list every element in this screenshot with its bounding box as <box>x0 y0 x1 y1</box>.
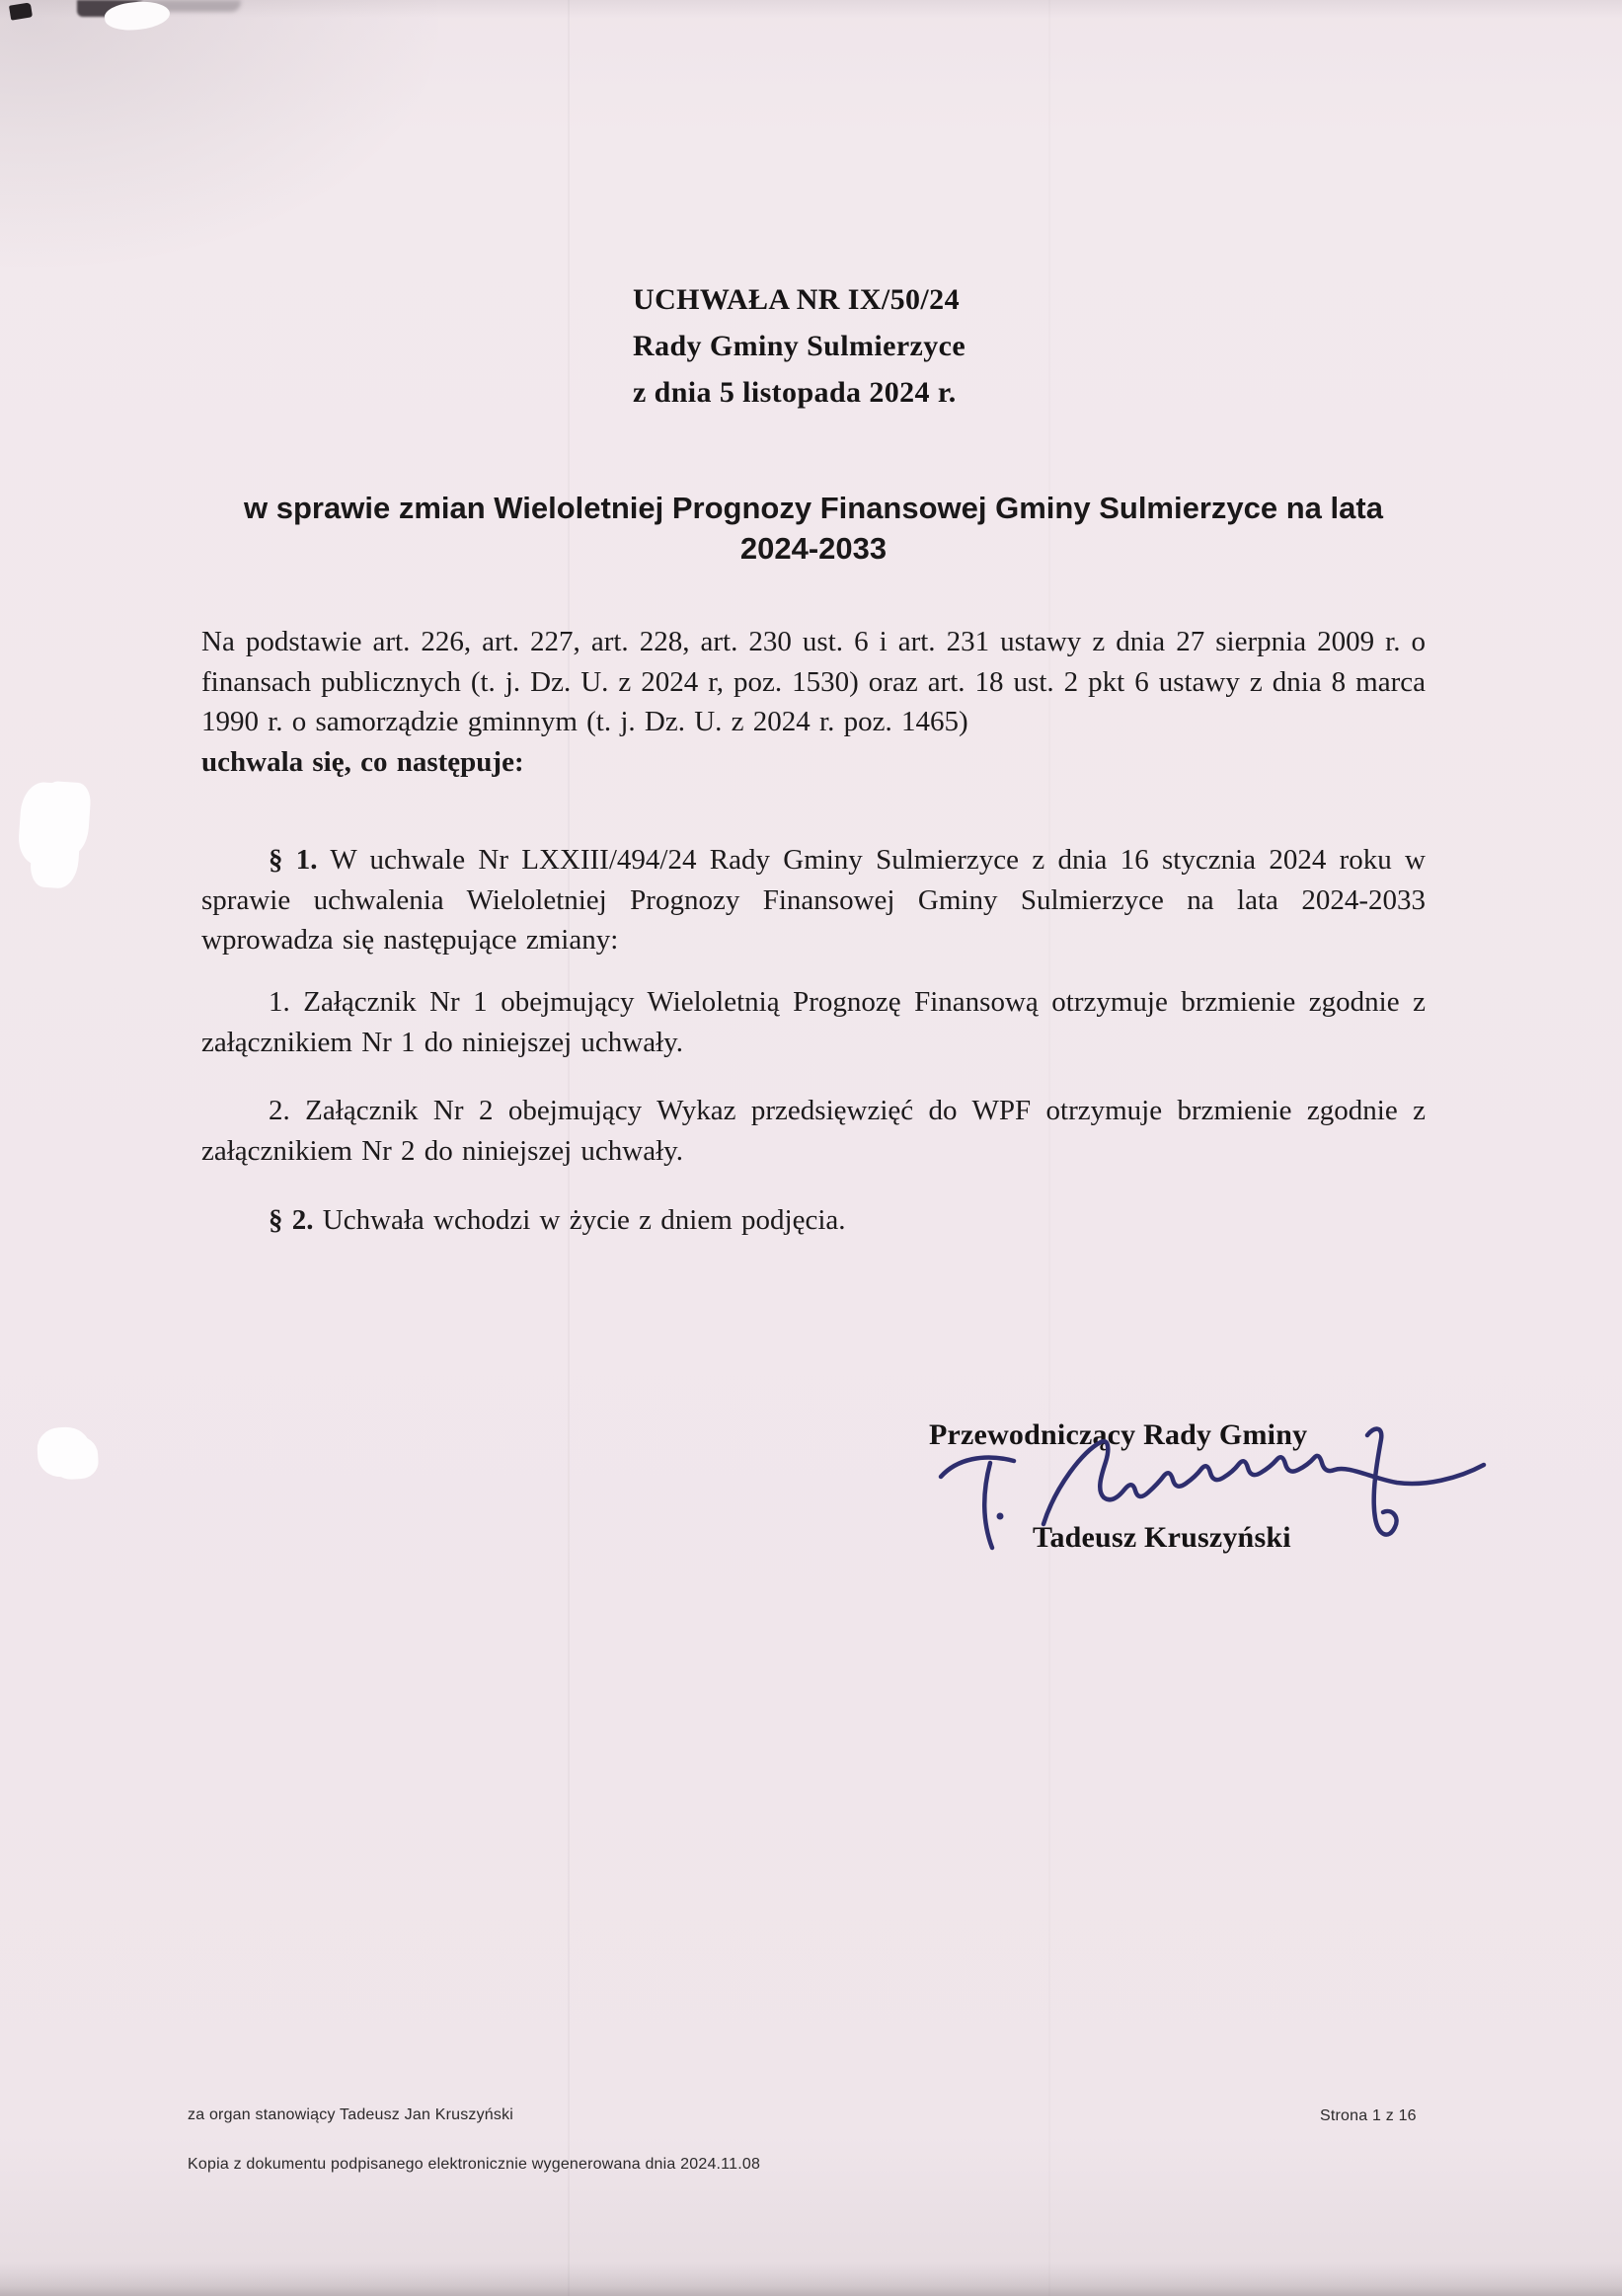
resolution-number: UCHWAŁA NR IX/50/24 <box>633 283 960 316</box>
section-2-symbol: § 2. <box>269 1204 314 1236</box>
signature-squiggle <box>1043 1441 1484 1524</box>
section-1-paragraph <box>201 840 1426 960</box>
signature-name: Tadeusz Kruszyński <box>1033 1521 1291 1554</box>
signature-role: Przewodniczący Rady Gminy <box>929 1418 1308 1451</box>
legal-basis-block <box>201 622 1426 782</box>
enactment-clause: uchwala się, co następuje: <box>201 745 524 778</box>
council-name: Rady Gminy Sulmierzyce <box>633 330 966 362</box>
list-item-2-block <box>201 1091 1426 1171</box>
section-2-text: Uchwała wchodzi w życie z dniem podjęcia. <box>322 1204 846 1236</box>
signature-t-stem <box>984 1463 992 1548</box>
section-2-paragraph <box>201 1200 1426 1241</box>
resolution-date: z dnia 5 listopada 2024 r. <box>633 376 957 409</box>
legal-basis-paragraph: Na podstawie art. 226, art. 227, art. 228, art. 230 ust. 6 i art. 231 ustawy z dnia 27 sierpnia 2009 r. o finansach publicznych (t. j. Dz. U. z 2024 r, poz. 1530) oraz art. 18 ust. 2 pkt 6 ustawy z dnia 8 marca 1990 r. o samorządzie gminnym (t. j. Dz. U. z 2024 r. poz. 1465) <box>201 626 1426 737</box>
list-item-2: 2. Załącznik Nr 2 obejmujący Wykaz przedsięwzięć do WPF otrzymuje brzmienie zgodnie z załącznikiem Nr 2 do niniejszej uchwały. <box>201 1095 1426 1167</box>
section-1-block <box>201 840 1426 960</box>
section-1-text: W uchwale Nr LXXIII/494/24 Rady Gminy Sulmierzyce z dnia 16 stycznia 2024 roku w sprawie uchwalenia Wieloletniej Prognozy Finansowej Gminy Sulmierzyce na lata 2024-2033 wprowadza się następujące zmiany: <box>201 844 1426 956</box>
document-header <box>633 276 965 416</box>
correction-fluid-blob <box>17 781 82 868</box>
paper-bottom-edge-shadow <box>0 2262 1622 2296</box>
section-1-symbol: § 1. <box>269 844 318 876</box>
footer-page-number: Strona 1 z 16 <box>1320 2107 1417 2124</box>
section-2-block <box>201 1200 1426 1241</box>
signature-dot <box>997 1513 1004 1520</box>
subject-heading: w sprawie zmian Wieloletniej Prognozy Finansowej Gminy Sulmierzyce na lata 2024-2033 <box>244 491 1383 566</box>
correction-fluid-blob <box>37 1426 93 1479</box>
list-item-1-block <box>201 982 1426 1062</box>
footer-signer-note: za organ stanowiący Tadeusz Jan Kruszyński <box>188 2106 514 2123</box>
footer-copy-note: Kopia z dokumentu podpisanego elektronicznie wygenerowana dnia 2024.11.08 <box>188 2156 761 2173</box>
list-item-1: 1. Załącznik Nr 1 obejmujący Wieloletnią Prognozę Finansową otrzymuje brzmienie zgodnie z załącznikiem Nr 1 do niniejszej uchwały. <box>201 986 1426 1058</box>
signature-t-bar <box>941 1458 1014 1477</box>
scan-artifact-corner-mark <box>9 2 33 20</box>
